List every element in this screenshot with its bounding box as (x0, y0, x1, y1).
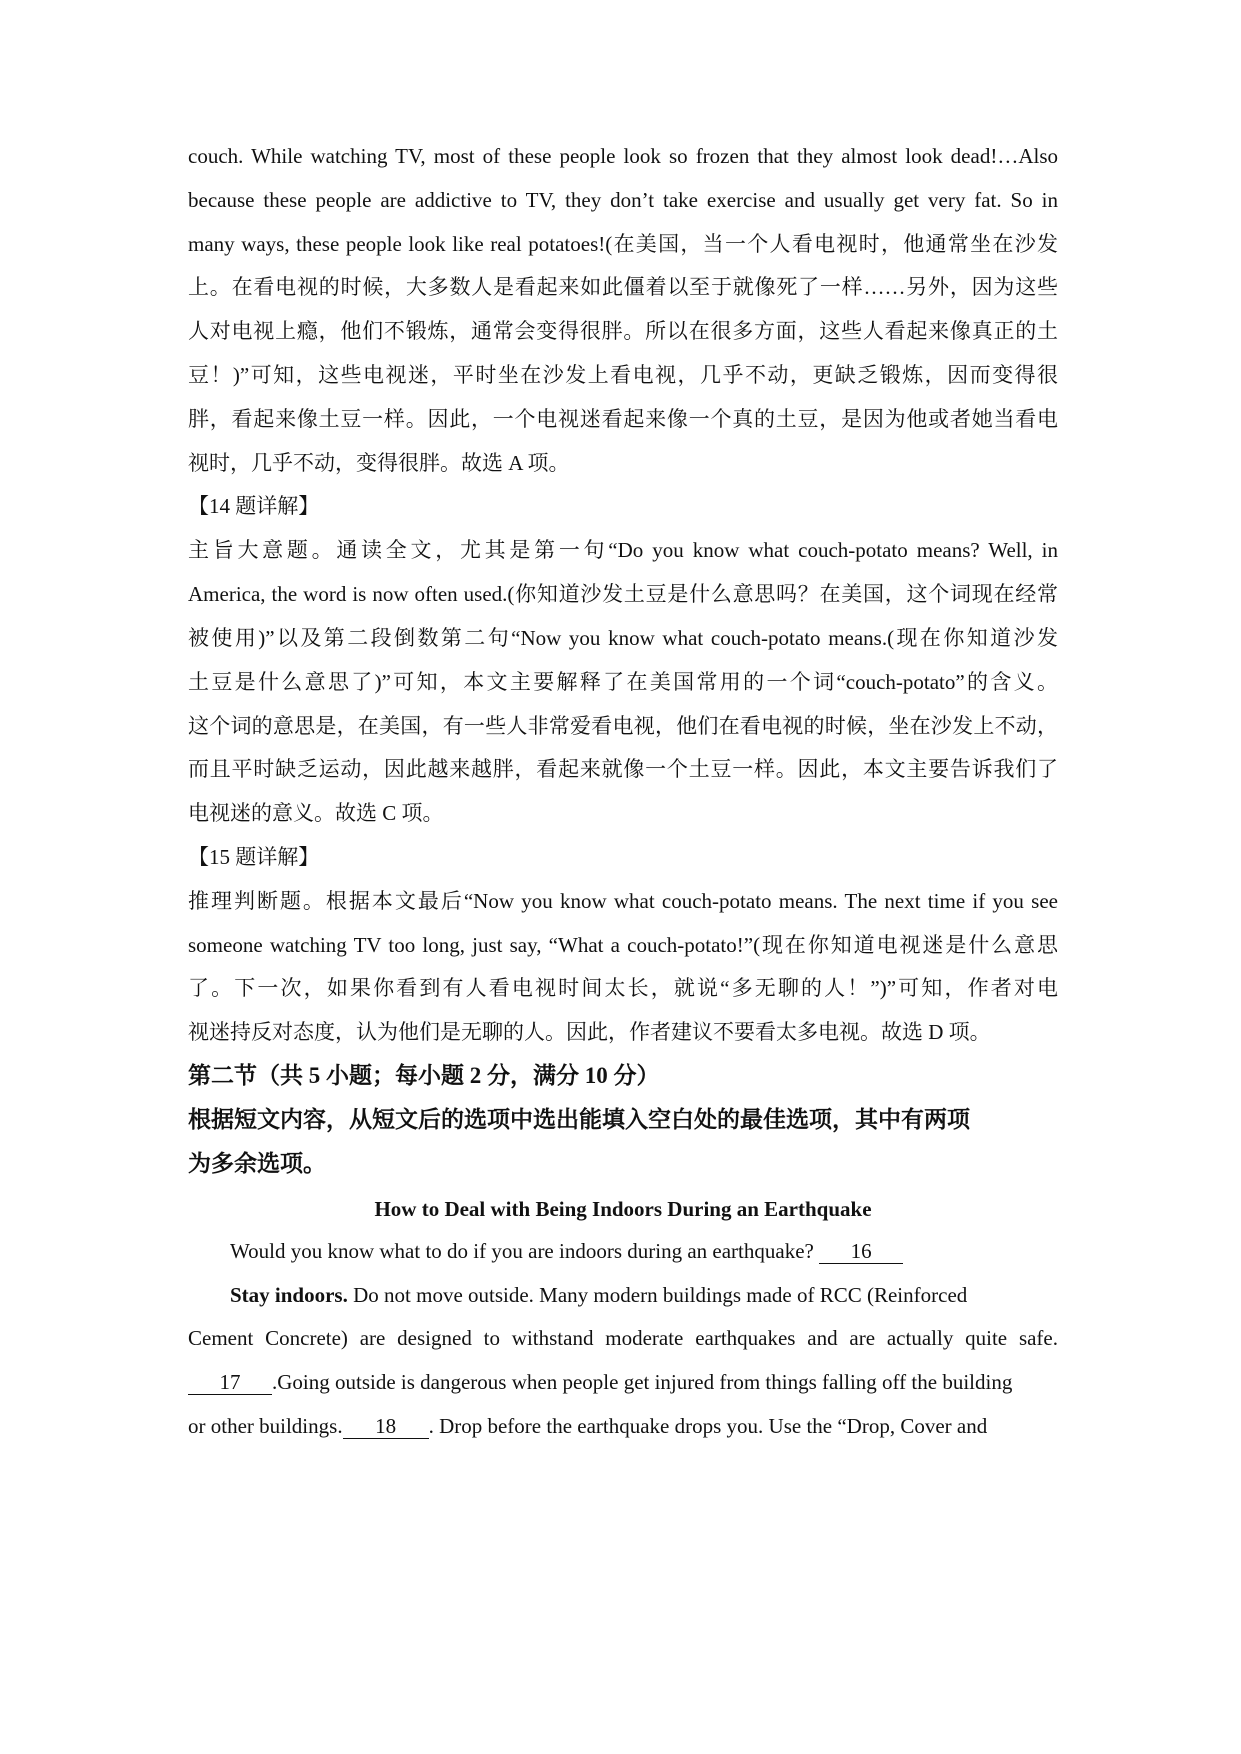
passage-paragraph-2-line-3 (188, 1367, 1058, 1397)
passage-title: How to Deal with Being Indoors During an Earthquake (374, 1197, 872, 1221)
q14-heading: 【14 题详解】 (188, 494, 320, 518)
q14-line-2: America, the word is now often used.(你知道沙发土豆是什么意思吗？在美国，这个词现在经常 (188, 582, 1058, 606)
q14-line-7: 电视迷的意义。故选 C 项。 (188, 801, 444, 825)
q14-line-6: 而且平时缺乏运动，因此越来越胖，看起来就像一个土豆一样。因此，本文主要告诉我们了 (188, 757, 1058, 781)
q15-line-3: 了。下一次，如果你看到有人看电视时间太长，就说“多无聊的人！”)”可知，作者对电 (188, 976, 1058, 1000)
paragraph-1-text: Would you know what to do if you are indoors during an earthquake? (230, 1239, 814, 1263)
q15-line-2: someone watching TV too long, just say, “What a couch-potato!”(现在你知道电视迷是什么意思 (188, 933, 1058, 957)
paragraph-2-line-3-text: .Going outside is dangerous when people get injured from things falling off the building (272, 1370, 1013, 1394)
q13-line-1: couch. While watching TV, most of these people look so frozen that they almost look dead!…Also (188, 144, 1058, 168)
passage-paragraph-2-line-4 (188, 1411, 1058, 1441)
blank-17: 17 (188, 1370, 272, 1395)
q13-line-8: 视时，几乎不动，变得很胖。故选 A 项。 (188, 451, 570, 475)
paragraph-2-line-4-text-a: or other buildings. (188, 1414, 343, 1438)
q13-line-3: many ways, these people look like real potatoes!(在美国，当一个人看电视时，他通常坐在沙发 (188, 232, 1058, 256)
passage-paragraph-1 (230, 1236, 1058, 1266)
blank-18: 18 (343, 1414, 429, 1439)
passage-paragraph-2-line-2: Cement Concrete) are designed to withstand moderate earthquakes and are actually quite safe. (188, 1326, 1058, 1350)
stay-indoors-heading: Stay indoors. (230, 1283, 348, 1307)
passage-paragraph-2-line-1 (230, 1280, 1058, 1310)
q15-line-1: 推理判断题。根据本文最后“Now you know what couch-potato means. The next time if you see (188, 889, 1058, 913)
q13-line-7: 胖，看起来像土豆一样。因此，一个电视迷看起来像一个真的土豆，是因为他或者她当看电 (188, 407, 1058, 431)
q14-line-5: 这个词的意思是，在美国，有一些人非常爱看电视，他们在看电视的时候，坐在沙发上不动， (188, 714, 1058, 738)
q14-line-4: 土豆是什么意思了)”可知，本文主要解释了在美国常用的一个词“couch-potato”的含义。 (188, 670, 1058, 694)
section2-heading: 第二节（共 5 小题；每小题 2 分，满分 10 分） (188, 1063, 660, 1088)
q14-line-3: 被使用)”以及第二段倒数第二句“Now you know what couch-potato means.(现在你知道沙发 (188, 626, 1058, 650)
q13-line-6: 豆！)”可知，这些电视迷，平时坐在沙发上看电视，几乎不动，更缺乏锻炼，因而变得很 (188, 363, 1058, 387)
q13-line-4: 上。在看电视的时候，大多数人是看起来如此僵着以至于就像死了一样……另外，因为这些 (188, 275, 1058, 299)
blank-16: 16 (819, 1239, 903, 1264)
section2-instruction-2: 为多余选项。 (188, 1151, 326, 1176)
q13-line-5: 人对电视上瘾，他们不锻炼，通常会变得很胖。所以在很多方面，这些人看起来像真正的土 (188, 319, 1058, 343)
paragraph-2-text: Do not move outside. Many modern buildings made of RCC (Reinforced (347, 1283, 968, 1307)
q15-heading: 【15 题详解】 (188, 845, 320, 869)
q13-line-2: because these people are addictive to TV, they don’t take exercise and usually get very fat. So in (188, 188, 1058, 212)
section2-instruction-1: 根据短文内容，从短文后的选项中选出能填入空白处的最佳选项，其中有两项 (188, 1107, 970, 1132)
q14-line-1: 主旨大意题。通读全文，尤其是第一句“Do you know what couch-potato means? Well, in (188, 538, 1058, 562)
paragraph-2-line-4-text-b: . Drop before the earthquake drops you. Use the “Drop, Cover and (428, 1414, 988, 1438)
q15-line-4: 视迷持反对态度，认为他们是无聊的人。因此，作者建议不要看太多电视。故选 D 项。 (188, 1020, 991, 1044)
